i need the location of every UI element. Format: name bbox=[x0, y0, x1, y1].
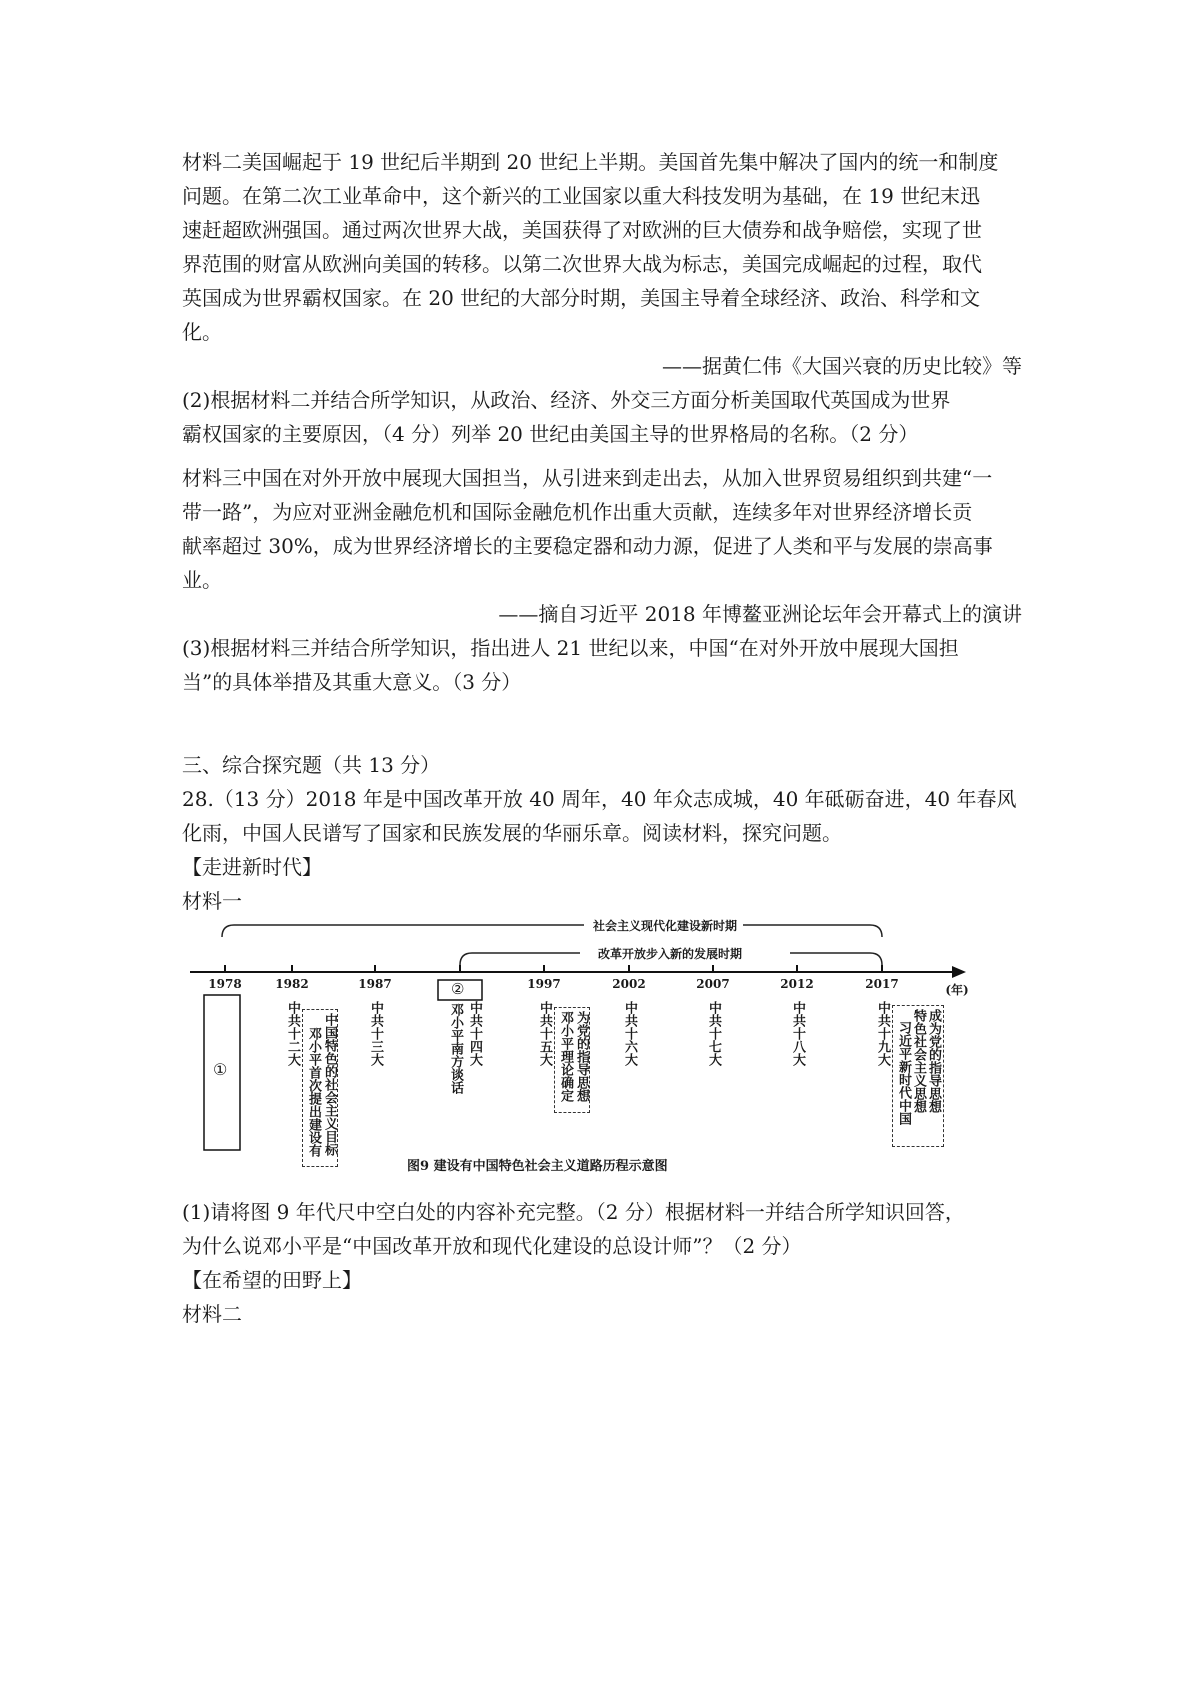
note-text: 邓小平南方谈话 bbox=[448, 1003, 463, 1094]
note-text: 为党的指导思想 bbox=[574, 1011, 589, 1102]
note-text: 邓小平理论确定 bbox=[558, 1011, 573, 1102]
congress-label: 中共十八大 bbox=[790, 1001, 805, 1066]
year-label: 2007 bbox=[696, 977, 730, 991]
axis-unit: (年) bbox=[945, 983, 969, 997]
note-text: 成为党的指导思想 bbox=[926, 1009, 941, 1113]
year-label: 1987 bbox=[358, 977, 392, 991]
note-text: 中国特色的社会主义目标 bbox=[322, 1013, 337, 1156]
section-three bbox=[182, 748, 1022, 918]
source-citation: ——摘自习近平 2018 年博鳌亚洲论坛年会开幕式上的演讲 bbox=[498, 602, 1022, 626]
question-line: (1)请将图 9 年代尺中空白处的内容补充完整。（2 分）根据材料一并结合所学知识回答， bbox=[182, 1200, 965, 1224]
year-label: 1997 bbox=[527, 977, 561, 991]
text-line: 问题。在第二次工业革命中，这个新兴的工业国家以重大科技发明为基础，在 19 世纪末迅 bbox=[182, 184, 981, 208]
text-line: 业。 bbox=[182, 568, 222, 592]
material-label: 材料一 bbox=[182, 889, 242, 913]
text-line: 化。 bbox=[182, 320, 222, 344]
span-label-top: 社会主义现代化建设新时期 bbox=[587, 917, 743, 934]
text-line: 界范围的财富从欧洲向美国的转移。以第二次世界大战为标志，美国完成崛起的过程，取代 bbox=[182, 252, 982, 276]
question-line: (2)根据材料二并结合所学知识，从政治、经济、外交三方面分析美国取代英国成为世界 bbox=[182, 388, 951, 412]
question-line: 霸权国家的主要原因，（4 分）列举 20 世纪由美国主导的世界格局的名称。（2 分） bbox=[182, 422, 919, 446]
text-line: 材料三中国在对外开放中展现大国担当，从引进来到走出去，从加入世界贸易组织到共建“一 bbox=[182, 466, 993, 490]
figure-caption: 图9 建设有中国特色社会主义道路历程示意图 bbox=[407, 1159, 668, 1174]
congress-label: 中共十九大 bbox=[875, 1001, 890, 1066]
span-label-second: 改革开放步入新的发展时期 bbox=[592, 945, 748, 962]
blank-one: ① bbox=[213, 1060, 228, 1079]
question-line: (3)根据材料三并结合所学知识，指出进人 21 世纪以来，中国“在对外开放中展现大国担 bbox=[182, 636, 959, 660]
note-text: 习近平新时代中国 bbox=[896, 1021, 911, 1125]
congress-label: 中共十六大 bbox=[622, 1001, 637, 1066]
material-two bbox=[182, 145, 1022, 451]
text-line: 献率超过 30%，成为世界经济增长的主要稳定器和动力源，促进了人类和平与发展的崇高事 bbox=[182, 534, 993, 558]
material-three bbox=[182, 461, 1022, 699]
year-label: 2017 bbox=[865, 977, 899, 991]
text-line: 英国成为世界霸权国家。在 20 世纪的大部分时期，美国主导着全球经济、政治、科学和文 bbox=[182, 286, 981, 310]
section-title: 三、综合探究题（共 13 分） bbox=[182, 753, 441, 777]
year-label: 2002 bbox=[612, 977, 646, 991]
text-line: 材料二美国崛起于 19 世纪后半期到 20 世纪上半期。美国首先集中解决了国内的统一和制度 bbox=[182, 150, 999, 174]
question-line: 化雨，中国人民谱写了国家和民族发展的华丽乐章。阅读材料，探究问题。 bbox=[182, 821, 842, 845]
timeline-figure bbox=[182, 905, 1022, 1175]
text-line: 速赶超欧洲强国。通过两次世界大战，美国获得了对欧洲的巨大债券和战争赔偿，实现了世 bbox=[182, 218, 982, 242]
congress-label: 中共十七大 bbox=[706, 1001, 721, 1066]
year-label: 2012 bbox=[780, 977, 814, 991]
congress-label: 中共十三大 bbox=[368, 1001, 383, 1066]
source-citation: ——据黄仁伟《大国兴衰的历史比较》等 bbox=[662, 354, 1022, 378]
question-line: 当”的具体举措及其重大意义。（3 分） bbox=[182, 670, 522, 694]
note-text: 特色社会主义思想 bbox=[911, 1009, 926, 1113]
congress-label: 中共十四大 bbox=[467, 1001, 482, 1066]
congress-label: 中共十五大 bbox=[537, 1001, 552, 1066]
year-label: 1982 bbox=[275, 977, 309, 991]
material-label: 材料二 bbox=[182, 1302, 242, 1326]
year-label: 1978 bbox=[208, 977, 242, 991]
note-text: 邓小平首次提出建设有 bbox=[306, 1027, 321, 1157]
text-line: 带一路”，为应对亚洲金融危机和国际金融危机作出重大贡献，连续多年对世界经济增长贡 bbox=[182, 500, 973, 524]
question-one bbox=[182, 1195, 1022, 1331]
heading: 【在希望的田野上】 bbox=[182, 1268, 362, 1292]
question-line: 28.（13 分）2018 年是中国改革开放 40 周年，40 年众志成城，40 年砥砺奋进，40 年春风 bbox=[182, 787, 1017, 811]
congress-label: 中共十二大 bbox=[285, 1001, 300, 1066]
heading: 【走进新时代】 bbox=[182, 855, 322, 879]
question-line: 为什么说邓小平是“中国改革开放和现代化建设的总设计师”？（2 分） bbox=[182, 1234, 802, 1258]
blank-two: ② bbox=[451, 980, 465, 998]
